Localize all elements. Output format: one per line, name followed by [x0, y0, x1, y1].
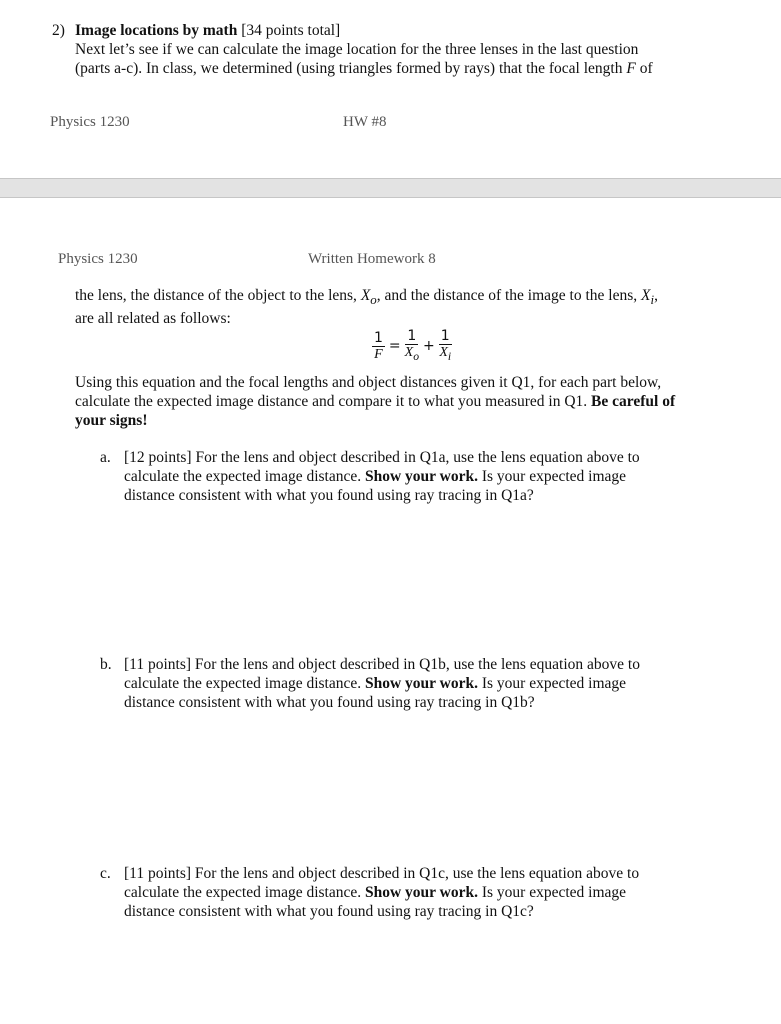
den-Xo: X	[404, 345, 414, 360]
text: the lens, the distance of the object to the lens,	[75, 287, 361, 304]
text: Show your work.	[364, 884, 478, 901]
text: Is your expected image distance consistent with what you found using ray tracing in Q1a?	[124, 468, 627, 504]
intro-line: of	[635, 60, 653, 77]
header-title: Written Homework 8	[308, 251, 436, 267]
warning: Be careful of your signs!	[75, 393, 676, 429]
var-F: F	[626, 60, 636, 77]
sub: o	[413, 349, 420, 363]
den-F: F	[374, 346, 383, 362]
part-a	[100, 448, 680, 505]
text: ,	[654, 287, 658, 304]
text: Is your expected image distance consistent with what you found using ray tracing in Q1c?	[124, 884, 627, 920]
question-number: 2)	[52, 22, 65, 39]
num: 1	[440, 328, 450, 344]
header-course: Physics 1230	[58, 251, 138, 267]
sub: o	[370, 292, 377, 308]
sub: i	[447, 349, 452, 363]
var-Xi: X	[641, 287, 651, 304]
part-c	[100, 864, 680, 921]
text: Show your work.	[364, 468, 478, 485]
text: , and the distance of the image to the lens,	[376, 287, 642, 304]
paragraph-1	[75, 286, 715, 328]
text: Using this equation and the focal lengths and object distances given it Q1, for each part below, calculate the expected image distance and compare it to what you measured in Q1.	[75, 374, 662, 410]
lens-equation	[372, 328, 452, 365]
var-Xo: X	[360, 287, 371, 304]
text: are all related as follows:	[75, 310, 231, 328]
text: Is your expected image distance consistent with what you found using ray tracing in Q1b?	[124, 675, 627, 711]
question-title: Image locations by math	[75, 22, 238, 39]
question-intro	[75, 21, 715, 78]
item-label: b.	[100, 656, 112, 673]
plus: +	[423, 338, 435, 355]
equals: =	[388, 338, 401, 355]
text: Show your work.	[364, 675, 478, 692]
page-divider	[0, 178, 781, 198]
num: 1	[407, 328, 417, 344]
footer-course: Physics 1230	[50, 114, 130, 130]
sub: i	[650, 292, 655, 308]
footer-hw: HW #8	[343, 114, 387, 130]
question-points: [34 points total]	[237, 22, 341, 39]
text: [11 points] For the lens and object described in Q1c, use the lens equation above to calculate the expected image distance.	[124, 865, 640, 901]
item-label: c.	[100, 865, 111, 882]
num: 1	[374, 329, 383, 346]
text: [12 points] For the lens and object described in Q1a, use the lens equation above to calculate the expected image distance.	[124, 449, 640, 485]
paragraph-2	[75, 373, 705, 430]
text: [11 points] For the lens and object described in Q1b, use the lens equation above to calculate the expected image distance.	[124, 656, 640, 692]
intro-line: (parts a-c). In class, we determined (using triangles formed by rays) that the focal length	[75, 60, 627, 77]
item-label: a.	[100, 449, 111, 466]
intro-line: Next let’s see if we can calculate the image location for the three lenses in the last question	[75, 41, 639, 58]
part-b	[100, 655, 680, 712]
den-Xi: X	[439, 345, 448, 360]
